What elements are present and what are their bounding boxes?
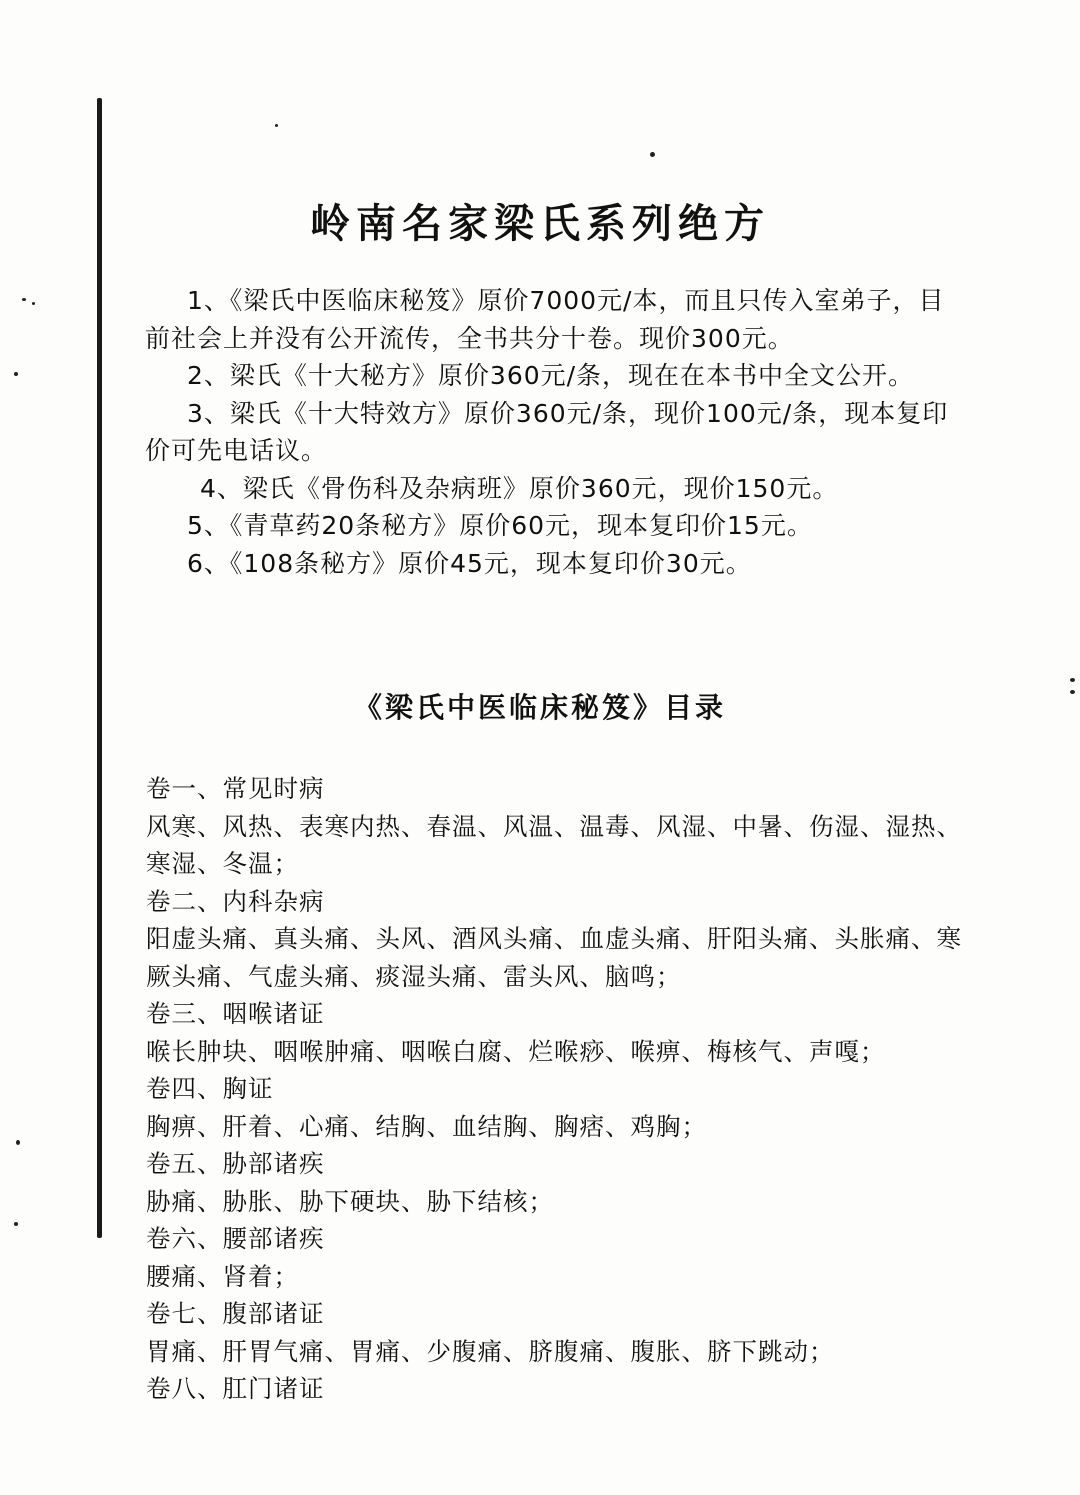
offer-list bbox=[145, 282, 965, 582]
toc-volume-items: 胁痛、胁胀、胁下硬块、胁下结核； bbox=[146, 1186, 554, 1216]
toc-volume-heading: 卷五、胁部诸疾 bbox=[146, 1149, 325, 1178]
toc-volume-heading: 卷六、腰部诸疾 bbox=[146, 1224, 325, 1253]
page-title: 岭南名家梁氏系列绝方 bbox=[310, 200, 770, 247]
table-of-contents bbox=[146, 770, 976, 1408]
toc-volume-items: 胸痹、肝着、心痛、结胸、血结胸、胸痞、鸡胸； bbox=[146, 1111, 707, 1141]
toc-volume-items: 喉长肿块、咽喉肿痛、咽喉白腐、烂喉痧、喉痹、梅核气、声嘎； bbox=[146, 1036, 886, 1066]
offer-item: 6、《108条秘方》原价45元，现本复印价30元。 bbox=[187, 548, 752, 578]
toc-volume-heading: 卷四、胸证 bbox=[146, 1074, 274, 1103]
scan-speck bbox=[650, 152, 655, 157]
toc-volume-heading: 卷三、咽喉诸证 bbox=[146, 999, 325, 1028]
toc-title: 《梁氏中医临床秘笈》目录 bbox=[353, 691, 726, 724]
toc-volume-items: 胃痛、肝胃气痛、胃痛、少腹痛、脐腹痛、腹胀、脐下跳动； bbox=[146, 1336, 835, 1366]
toc-volume-items: 腰痛、肾着； bbox=[146, 1261, 299, 1291]
scan-speck bbox=[22, 298, 26, 301]
toc-volume-heading: 卷一、常见时病 bbox=[146, 774, 325, 803]
scan-speck bbox=[14, 372, 18, 376]
scan-speck bbox=[275, 124, 278, 127]
scan-speck bbox=[16, 1140, 20, 1145]
toc-volume-heading: 卷八、肛门诸证 bbox=[146, 1374, 325, 1403]
toc-volume-items: 阳虚头痛、真头痛、头风、酒风头痛、血虚头痛、肝阳头痛、头胀痛、寒厥头痛、气虚头痛、痰湿头痛、雷头风、脑鸣； bbox=[146, 924, 962, 991]
offer-item: 5、《青草药20条秘方》原价60元，现本复印价15元。 bbox=[187, 511, 813, 540]
scan-speck bbox=[1070, 678, 1075, 682]
toc-volume-heading: 卷二、内科杂病 bbox=[146, 886, 325, 916]
toc-volume-heading: 卷七、腹部诸证 bbox=[146, 1299, 325, 1328]
scan-speck bbox=[32, 302, 35, 305]
offer-item: 3、梁氏《十大特效方》原价360元/条，现价100元/条，现本复印价可先电话议。 bbox=[145, 398, 949, 465]
scan-speck bbox=[14, 1222, 18, 1226]
toc-volume-items: 风寒、风热、表寒内热、春温、风温、温毒、风湿、中暑、伤湿、湿热、寒湿、冬温； bbox=[146, 811, 962, 878]
binding-edge-line bbox=[97, 98, 102, 1238]
offer-item: 2、梁氏《十大秘方》原价360元/条，现在在本书中全文公开。 bbox=[187, 361, 915, 390]
offer-item: 4、梁氏《骨伤科及杂病班》原价360元，现价150元。 bbox=[200, 473, 839, 503]
offer-item: 1、《梁氏中医临床秘笈》原价7000元/本，而且只传入室弟子，目前社会上并没有公开流传，全书共分十卷。现价300元。 bbox=[145, 286, 945, 353]
